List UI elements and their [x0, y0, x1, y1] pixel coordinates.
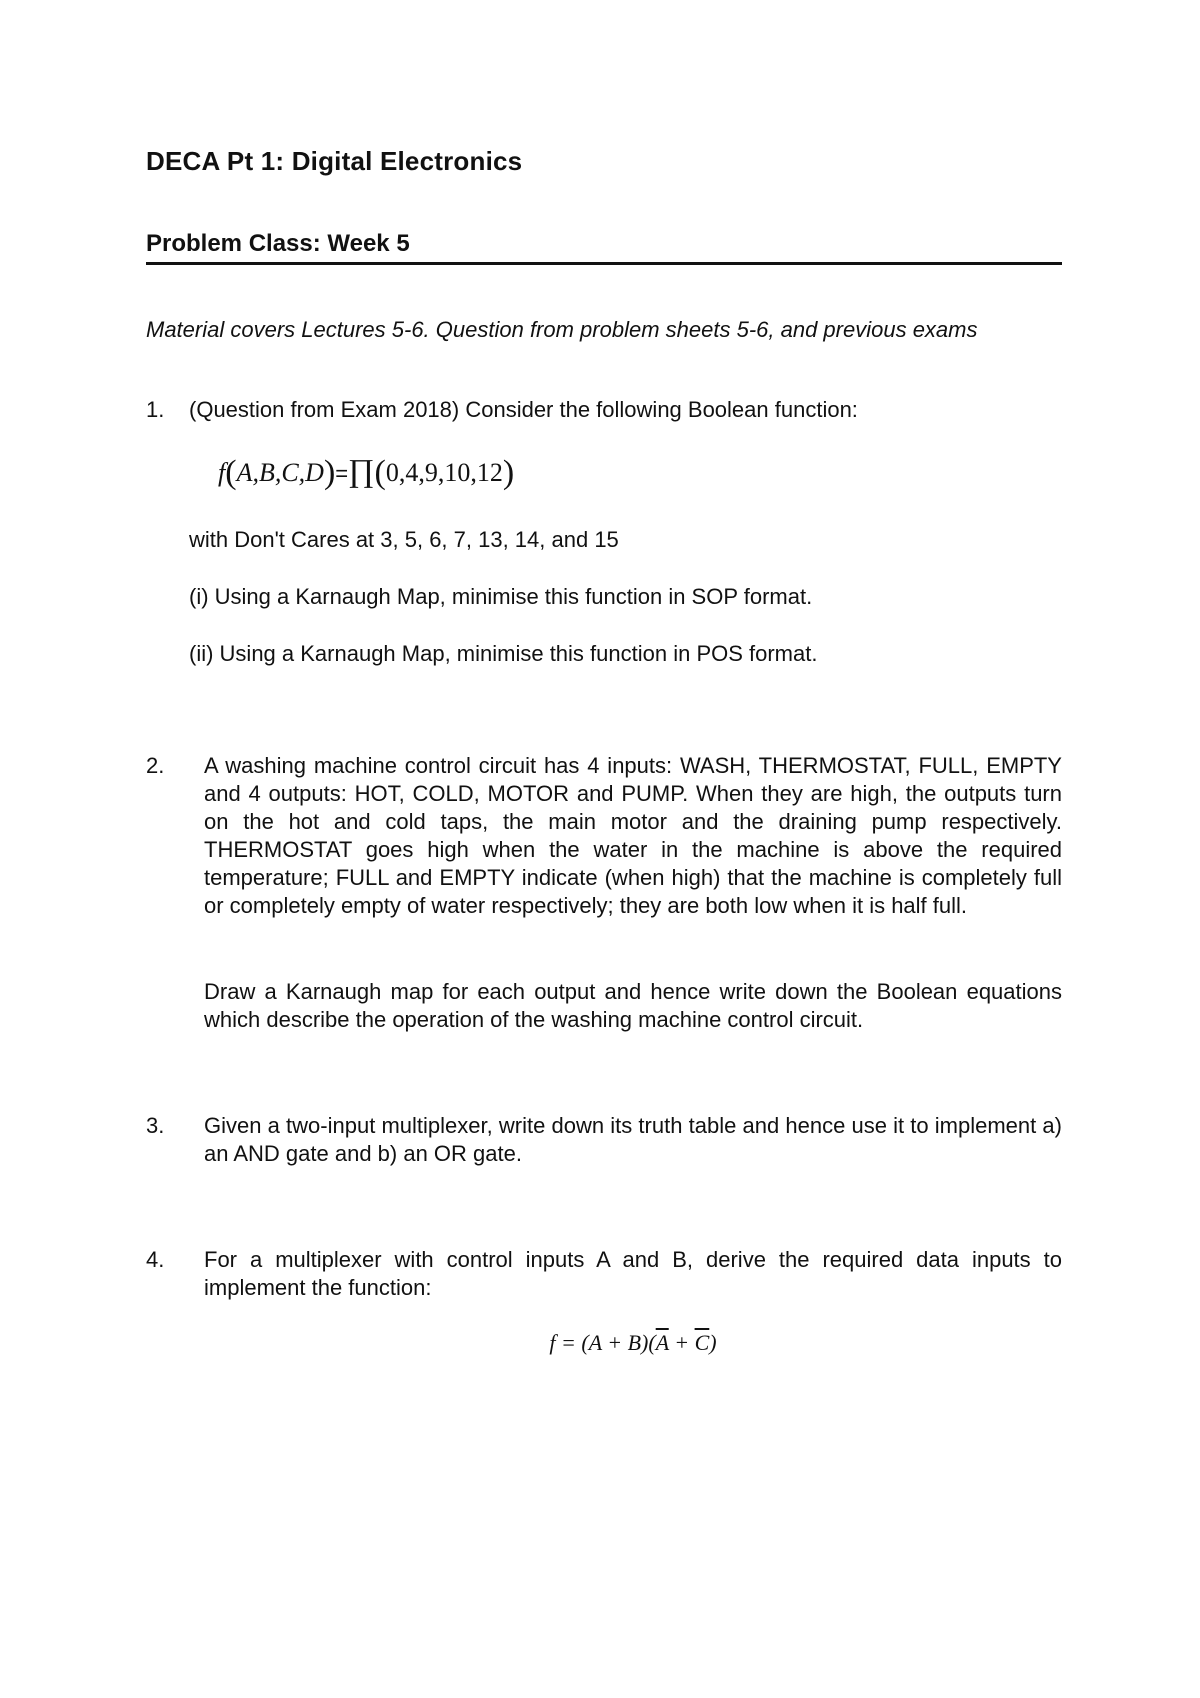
heading-rule [146, 262, 1062, 265]
formula-open-paren: ( [225, 454, 237, 491]
question-4-number: 4. [146, 1247, 165, 1272]
q4-a-bar: $\overline{A}$ [655, 1330, 669, 1355]
question-1-part-i: (i) Using a Karnaugh Map, minimise this function in SOP format. [189, 584, 813, 609]
q4-term1: (A + B) [581, 1330, 649, 1355]
formula-args: A,B,C,D [236, 458, 324, 487]
q4-open: ( [648, 1330, 656, 1355]
question-1-part-ii: (ii) Using a Karnaugh Map, minimise this function in POS format. [189, 641, 818, 666]
q4-f: f [549, 1330, 556, 1355]
document-subtitle: Problem Class: Week 5 [146, 230, 410, 257]
q4-plus: + [668, 1330, 695, 1355]
question-1-number: 1. [146, 397, 165, 422]
question-4-formula [204, 1330, 1062, 1356]
formula-close-paren: ) [323, 454, 336, 491]
formula-f: f [218, 458, 226, 487]
question-1-formula [218, 452, 514, 490]
q4-c-bar: $\overline{C}$ [694, 1330, 710, 1355]
q4-close: ) [709, 1330, 717, 1355]
question-1-text: (Question from Exam 2018) Consider the following Boolean function: [189, 397, 858, 422]
question-2-number: 2. [146, 753, 165, 778]
formula-minterms: 0,4,9,10,12 [385, 458, 503, 487]
formula-close-paren-2: ) [502, 454, 515, 491]
question-3-number: 3. [146, 1113, 165, 1138]
formula-equals: = [335, 461, 349, 486]
document-title: DECA Pt 1: Digital Electronics [146, 146, 523, 176]
question-2-followup: Draw a Karnaugh map for each output and hence write down the Boolean equations which describe the operation of the washing machine control circuit. [204, 979, 1062, 1032]
intro-text: Material covers Lectures 5-6. Question from problem sheets 5-6, and previous exams [146, 317, 978, 342]
question-4-text: For a multiplexer with control inputs A and B, derive the required data inputs to implement the function: [204, 1247, 1062, 1300]
formula-open-paren-2: ( [374, 454, 386, 491]
product-symbol: ∏ [348, 452, 375, 488]
question-3-text: Given a two-input multiplexer, write down its truth table and hence use it to implement a) an AND gate and b) an OR gate. [204, 1113, 1062, 1166]
question-2-text: A washing machine control circuit has 4 inputs: WASH, THERMOSTAT, FULL, EMPTY and 4 outputs: HOT, COLD, MOTOR and PUMP. When they are high, the outputs turn on the hot and cold taps, the main motor and the draining pump respectively. THERMOSTAT goes high when the water in the machine is above the required temperature; FULL and EMPTY indicate (when high) that the machine is completely full or completely empty of water respectively; they are both low when it is half full. [204, 753, 1062, 918]
q4-equals: = [561, 1330, 576, 1355]
question-1-dont-cares: with Don't Cares at 3, 5, 6, 7, 13, 14, and 15 [189, 527, 619, 552]
